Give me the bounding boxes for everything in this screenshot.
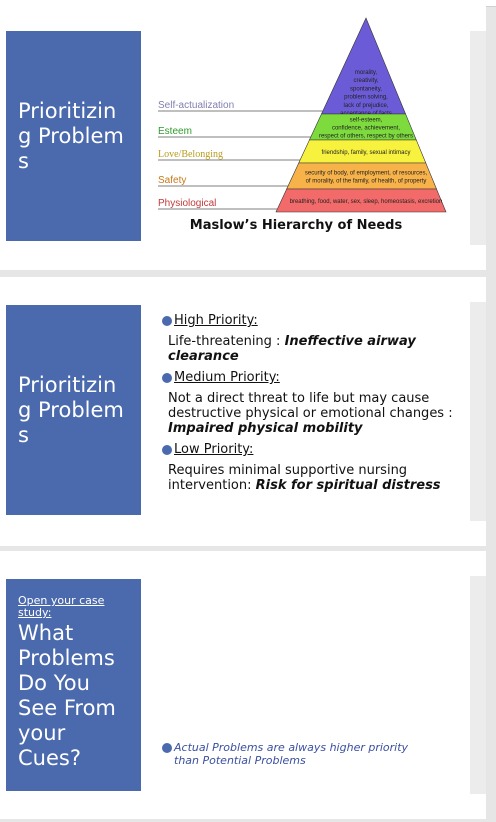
slide-3[interactable] xyxy=(0,551,486,819)
level-label: Love/Belonging xyxy=(158,149,223,160)
priority-description xyxy=(168,334,462,364)
slide-1[interactable] xyxy=(0,6,486,270)
priority-heading: Low Priority: xyxy=(174,442,254,457)
level-description: self-esteem, xyxy=(349,117,383,124)
example-diagnosis: Risk for spiritual distress xyxy=(255,478,441,493)
case-study-link[interactable]: Open your case study: xyxy=(18,594,105,619)
note-text: Actual Problems are always higher priority than Potential Problems xyxy=(174,741,409,767)
level-description: security of body, of employment, of resources, xyxy=(304,170,428,177)
slide-2[interactable] xyxy=(0,277,486,546)
priority-heading: Medium Priority: xyxy=(174,370,280,385)
level-description: respect of others, respect by others xyxy=(318,133,414,140)
slide-title-box xyxy=(6,31,141,241)
description-text: Life-threatening : xyxy=(168,334,285,349)
level-description: creativity, xyxy=(353,78,379,85)
slide-title-box xyxy=(6,579,141,791)
level-description: breathing, food, water, sex, sleep, homeostasis, excretion xyxy=(289,199,443,205)
level-description: friendship, family, sexual intimacy xyxy=(321,150,411,156)
slide-title: Prioritizing Problems xyxy=(18,372,124,447)
priority-heading: High Priority: xyxy=(174,313,258,328)
priority-note xyxy=(162,741,422,767)
priority-description xyxy=(168,391,462,436)
level-label: Esteem xyxy=(158,126,192,137)
level-label: Physiological xyxy=(158,198,217,209)
slide-title: Prioritizing Problems xyxy=(18,98,124,173)
maslow-caption: Maslow’s Hierarchy of Needs xyxy=(189,218,403,233)
description-text: Not a direct threat to life but may cause destructive physical or emotional changes : xyxy=(168,391,453,421)
description-text: Requires minimal supportive nursing intervention: xyxy=(168,463,408,493)
priority-description xyxy=(168,463,462,493)
level-description: lack of prejudice, xyxy=(343,102,389,109)
level-description: morality, xyxy=(354,70,378,76)
level-label: Self-actualization xyxy=(158,100,235,111)
slide-side-panel xyxy=(470,31,486,245)
priority-item-high xyxy=(162,313,462,364)
bullet-icon xyxy=(162,743,172,753)
slide-title: What Problems Do You See From your Cues? xyxy=(18,621,116,770)
bullet-icon xyxy=(162,373,172,383)
priority-item-medium xyxy=(162,370,462,436)
slide-side-panel xyxy=(470,576,486,794)
maslow-pyramid xyxy=(158,16,448,216)
level-description: problem solving, xyxy=(344,94,388,101)
bullet-icon xyxy=(162,316,172,326)
level-description: of morality, of the family, of health, of property xyxy=(305,178,427,185)
priority-item-low xyxy=(162,442,462,493)
level-label: Safety xyxy=(158,175,187,186)
level-description: confidence, achievement, xyxy=(331,125,401,132)
example-diagnosis: Ineffective airway clearance xyxy=(168,334,416,364)
slide-side-panel xyxy=(470,302,486,521)
pyramid-diagram xyxy=(158,16,448,216)
level-description: spontaneity, xyxy=(350,86,382,93)
bullet-icon xyxy=(162,445,172,455)
priority-list xyxy=(162,313,462,499)
example-diagnosis: Impaired physical mobility xyxy=(168,421,363,436)
slide-title-box xyxy=(6,305,141,515)
